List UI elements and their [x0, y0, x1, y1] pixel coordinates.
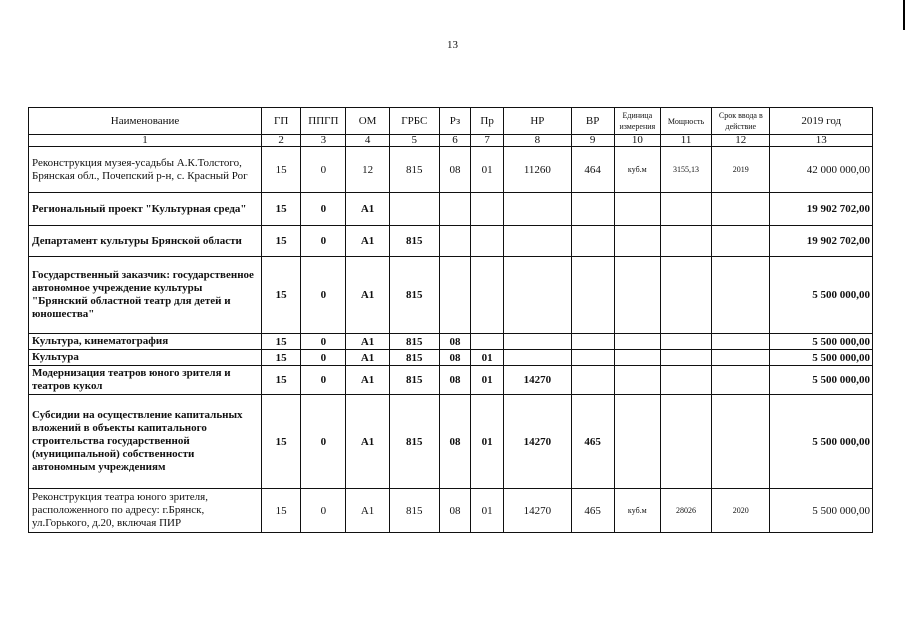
cell-rz: 08 [439, 489, 470, 533]
cell-ppgp: 0 [301, 366, 346, 395]
column-number: 7 [471, 135, 504, 147]
cell-om: А1 [346, 366, 389, 395]
cell-unit: куб.м [614, 147, 660, 193]
column-number: 8 [504, 135, 571, 147]
cell-unit [614, 226, 660, 257]
cell-ppgp: 0 [301, 489, 346, 533]
cell-om: А1 [346, 489, 389, 533]
cell-grbs: 815 [389, 226, 439, 257]
cell-grbs: 815 [389, 257, 439, 334]
cell-rz [439, 226, 470, 257]
cell-capacity [660, 350, 711, 366]
cell-commission-date [712, 366, 770, 395]
cell-om: А1 [346, 350, 389, 366]
table-body [29, 147, 873, 533]
cell-amount: 5 500 000,00 [770, 350, 873, 366]
table-row [29, 193, 873, 226]
cell-capacity [660, 257, 711, 334]
cell-ppgp: 0 [301, 226, 346, 257]
cell-amount: 19 902 702,00 [770, 226, 873, 257]
cell-nr [504, 257, 571, 334]
cell-nr: 11260 [504, 147, 571, 193]
cell-ppgp: 0 [301, 257, 346, 334]
header-commission-date: Срок ввода в действие [712, 108, 770, 135]
cell-unit [614, 334, 660, 350]
column-number: 1 [29, 135, 262, 147]
cell-nr [504, 334, 571, 350]
cell-rz: 08 [439, 147, 470, 193]
cell-gp: 15 [262, 193, 301, 226]
header-grbs: ГРБС [389, 108, 439, 135]
cell-grbs: 815 [389, 489, 439, 533]
cell-name: Региональный проект "Культурная среда" [29, 193, 262, 226]
cell-commission-date [712, 257, 770, 334]
cell-amount: 5 500 000,00 [770, 395, 873, 489]
cell-rz: 08 [439, 366, 470, 395]
cell-amount: 5 500 000,00 [770, 366, 873, 395]
cell-name: Модернизация театров юного зрителя и театров кукол [29, 366, 262, 395]
cell-name: Субсидии на осуществление капитальных вложений в объекты капитального строительства государственной (муниципальной) собственности автономным учреждениям [29, 395, 262, 489]
cell-pr: 01 [471, 147, 504, 193]
cell-rz: 08 [439, 334, 470, 350]
cell-commission-date [712, 395, 770, 489]
header-year-2019: 2019 год [770, 108, 873, 135]
cell-vr [571, 334, 614, 350]
column-number: 11 [660, 135, 711, 147]
cell-rz: 08 [439, 350, 470, 366]
cell-rz: 08 [439, 395, 470, 489]
header-gp: ГП [262, 108, 301, 135]
header-vr: ВР [571, 108, 614, 135]
cell-amount: 5 500 000,00 [770, 489, 873, 533]
cell-gp: 15 [262, 366, 301, 395]
cell-vr [571, 193, 614, 226]
cell-ppgp: 0 [301, 147, 346, 193]
cell-vr [571, 366, 614, 395]
table-row [29, 334, 873, 350]
table-row [29, 350, 873, 366]
cell-capacity [660, 334, 711, 350]
cell-unit: куб.м [614, 489, 660, 533]
cell-name: Государственный заказчик: государственное автономное учреждение культуры "Брянский областной театр для детей и юношества" [29, 257, 262, 334]
cell-rz [439, 257, 470, 334]
cell-gp: 15 [262, 226, 301, 257]
page-number: 13 [447, 39, 458, 51]
cell-om: 12 [346, 147, 389, 193]
header-rz: Рз [439, 108, 470, 135]
cell-pr: 01 [471, 350, 504, 366]
cell-amount: 19 902 702,00 [770, 193, 873, 226]
cell-name: Реконструкция музея-усадьбы А.К.Толстого, Брянская обл., Почепский р-н, с. Красный Рог [29, 147, 262, 193]
cell-nr [504, 226, 571, 257]
cell-gp: 15 [262, 257, 301, 334]
cell-pr [471, 193, 504, 226]
table-row [29, 147, 873, 193]
cell-pr: 01 [471, 395, 504, 489]
cell-grbs: 815 [389, 366, 439, 395]
header-ppgp: ППГП [301, 108, 346, 135]
table-row [29, 489, 873, 533]
cell-capacity [660, 193, 711, 226]
column-number: 13 [770, 135, 873, 147]
cell-pr [471, 257, 504, 334]
cell-nr: 14270 [504, 395, 571, 489]
table-head [29, 108, 873, 147]
cell-gp: 15 [262, 350, 301, 366]
cell-nr [504, 193, 571, 226]
cell-vr: 465 [571, 395, 614, 489]
cell-unit [614, 193, 660, 226]
header-nr: НР [504, 108, 571, 135]
cell-capacity [660, 395, 711, 489]
cell-commission-date [712, 334, 770, 350]
cell-name: Культура, кинематография [29, 334, 262, 350]
cell-om: А1 [346, 257, 389, 334]
cell-pr: 01 [471, 489, 504, 533]
cell-ppgp: 0 [301, 395, 346, 489]
table-row [29, 366, 873, 395]
cell-amount: 42 000 000,00 [770, 147, 873, 193]
cell-name: Культура [29, 350, 262, 366]
header-om: ОМ [346, 108, 389, 135]
header-unit: Единица измерения [614, 108, 660, 135]
cell-vr [571, 350, 614, 366]
cell-grbs: 815 [389, 350, 439, 366]
cell-vr: 464 [571, 147, 614, 193]
cell-ppgp: 0 [301, 193, 346, 226]
cell-commission-date [712, 350, 770, 366]
cell-capacity [660, 226, 711, 257]
cell-vr: 465 [571, 489, 614, 533]
column-number: 3 [301, 135, 346, 147]
cell-grbs: 815 [389, 147, 439, 193]
cell-commission-date: 2019 [712, 147, 770, 193]
cell-capacity: 3155,13 [660, 147, 711, 193]
column-number: 12 [712, 135, 770, 147]
cell-om: А1 [346, 395, 389, 489]
cell-nr [504, 350, 571, 366]
cell-grbs [389, 193, 439, 226]
cell-vr [571, 257, 614, 334]
table-row [29, 395, 873, 489]
cell-unit [614, 395, 660, 489]
header-row [29, 108, 873, 135]
cell-capacity: 28026 [660, 489, 711, 533]
cell-gp: 15 [262, 147, 301, 193]
cell-rz [439, 193, 470, 226]
table-row [29, 257, 873, 334]
cell-pr [471, 334, 504, 350]
column-number: 4 [346, 135, 389, 147]
column-number: 2 [262, 135, 301, 147]
cell-om: А1 [346, 334, 389, 350]
cell-grbs: 815 [389, 334, 439, 350]
cell-gp: 15 [262, 489, 301, 533]
cell-ppgp: 0 [301, 334, 346, 350]
header-name: Наименование [29, 108, 262, 135]
cell-name: Реконструкция театра юного зрителя, расположенного по адресу: г.Брянск, ул.Горького, д.20, включая ПИР [29, 489, 262, 533]
cell-nr: 14270 [504, 489, 571, 533]
cell-commission-date [712, 226, 770, 257]
column-number-row [29, 135, 873, 147]
table-row [29, 226, 873, 257]
header-capacity: Мощность [660, 108, 711, 135]
header-pr: Пр [471, 108, 504, 135]
cell-commission-date: 2020 [712, 489, 770, 533]
cell-pr: 01 [471, 366, 504, 395]
cell-unit [614, 257, 660, 334]
cell-ppgp: 0 [301, 350, 346, 366]
column-number: 6 [439, 135, 470, 147]
column-number: 9 [571, 135, 614, 147]
cell-pr [471, 226, 504, 257]
column-number: 10 [614, 135, 660, 147]
cell-unit [614, 350, 660, 366]
cell-vr [571, 226, 614, 257]
cell-name: Департамент культуры Брянской области [29, 226, 262, 257]
cell-amount: 5 500 000,00 [770, 257, 873, 334]
cell-nr: 14270 [504, 366, 571, 395]
cell-capacity [660, 366, 711, 395]
cell-grbs: 815 [389, 395, 439, 489]
column-number: 5 [389, 135, 439, 147]
cell-commission-date [712, 193, 770, 226]
cell-gp: 15 [262, 334, 301, 350]
cell-amount: 5 500 000,00 [770, 334, 873, 350]
budget-table [28, 107, 873, 533]
cell-unit [614, 366, 660, 395]
cell-om: А1 [346, 193, 389, 226]
cell-gp: 15 [262, 395, 301, 489]
cell-om: А1 [346, 226, 389, 257]
